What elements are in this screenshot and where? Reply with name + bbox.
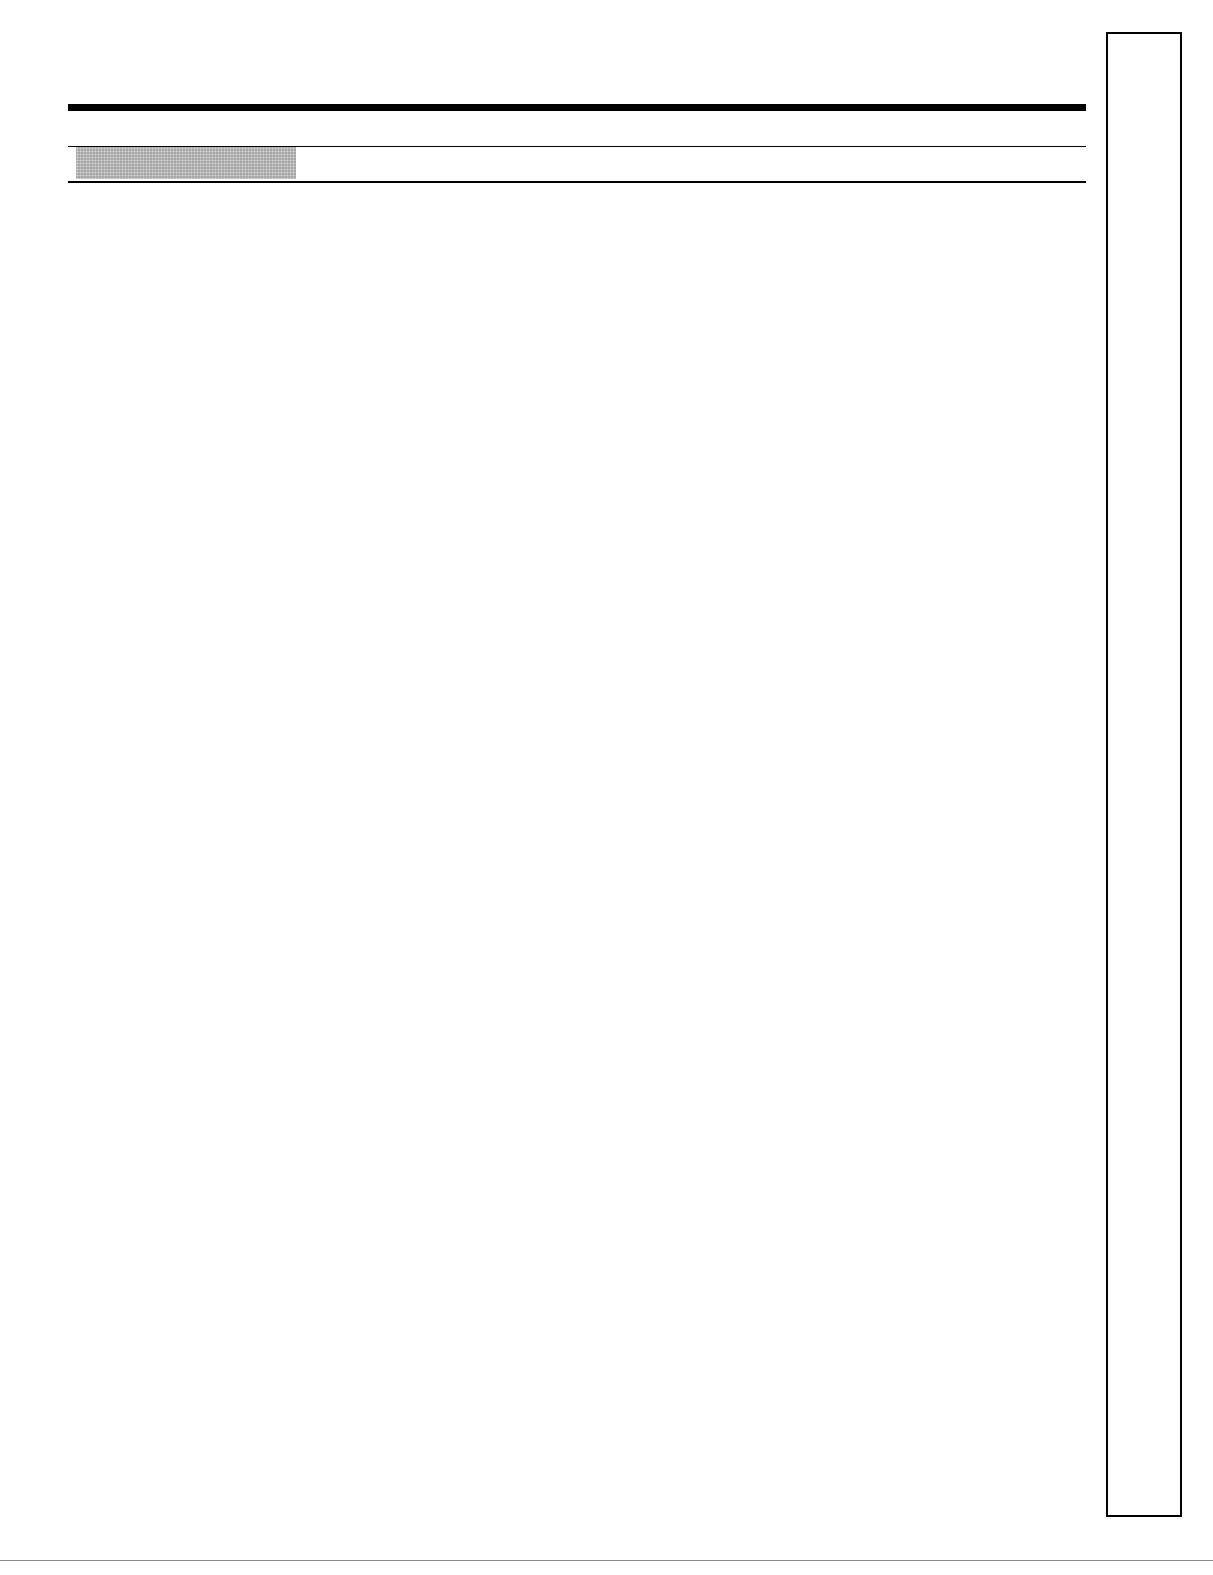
table-header (68, 146, 1086, 183)
section-tabs (1106, 32, 1182, 1517)
bottom-rule (0, 1560, 1213, 1561)
troubleshooting-table (68, 146, 1086, 183)
header-problem (76, 147, 296, 179)
top-rule (68, 104, 1086, 111)
